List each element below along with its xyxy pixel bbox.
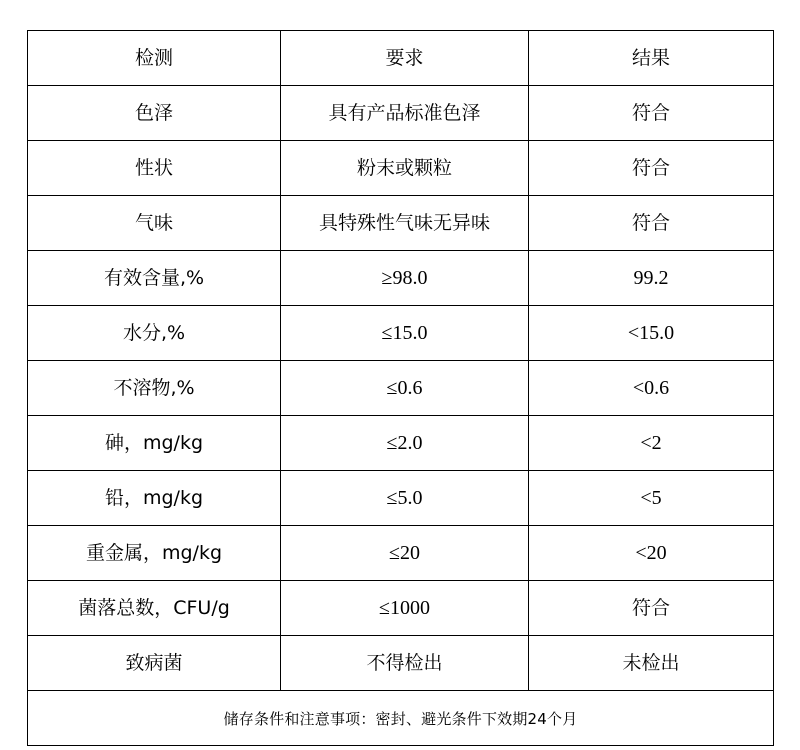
item-unit: ，CFU/g [154, 597, 230, 619]
cell-result [529, 361, 774, 416]
result-value: <20 [635, 542, 667, 564]
item-name: 有效含量 [103, 267, 180, 289]
item-unit: ,% [179, 267, 205, 289]
result-value: <5 [640, 487, 662, 509]
table-row [28, 416, 774, 471]
result-value: 未检出 [622, 652, 680, 674]
item-unit: ，mg/kg [123, 432, 204, 454]
cell-result [529, 636, 774, 691]
cell-item [28, 526, 281, 581]
column-header-result [529, 31, 774, 86]
cell-requirement [281, 361, 529, 416]
result-value: 符合 [631, 102, 670, 124]
cell-item [28, 251, 281, 306]
item-name: 性状 [134, 157, 173, 179]
item-name: 不溶物 [113, 377, 171, 399]
cell-result [529, 416, 774, 471]
result-value: 99.2 [633, 267, 669, 289]
column-header-item [28, 31, 281, 86]
cell-item [28, 581, 281, 636]
requirement-value: ≤1000 [379, 597, 430, 619]
table-row [28, 196, 774, 251]
table-row [28, 361, 774, 416]
table-row [28, 581, 774, 636]
cell-result [529, 251, 774, 306]
table-row [28, 636, 774, 691]
result-value: <15.0 [627, 322, 675, 344]
item-unit: ,% [170, 377, 195, 399]
requirement-value: ≥98.0 [381, 267, 428, 289]
result-value: 符合 [631, 597, 670, 619]
cell-result [529, 306, 774, 361]
cell-result [529, 196, 774, 251]
cell-requirement [281, 141, 529, 196]
table-header-row [28, 31, 774, 86]
column-header-item-label: 检测 [134, 47, 173, 69]
cell-requirement [281, 581, 529, 636]
cell-result [529, 86, 774, 141]
requirement-value: 不得检出 [366, 652, 443, 674]
requirement-value: 粉末或颗粒 [356, 157, 452, 179]
item-name: 水分 [122, 322, 161, 344]
item-unit: ,% [160, 322, 186, 344]
cell-item [28, 361, 281, 416]
item-name: 色泽 [134, 102, 173, 124]
result-value: <0.6 [632, 377, 670, 399]
item-name: 致病菌 [125, 652, 183, 674]
cell-footnote [28, 691, 774, 746]
cell-item [28, 141, 281, 196]
column-header-requirement-label: 要求 [385, 47, 424, 69]
cell-result [529, 526, 774, 581]
table-row [28, 471, 774, 526]
cell-item [28, 636, 281, 691]
cell-item [28, 306, 281, 361]
spec-table-container [27, 30, 773, 746]
requirement-value: 具有产品标准色泽 [328, 102, 481, 124]
cell-result [529, 471, 774, 526]
cell-result [529, 581, 774, 636]
requirement-value: ≤15.0 [381, 322, 428, 344]
cell-requirement [281, 416, 529, 471]
cell-requirement [281, 196, 529, 251]
requirement-value: ≤2.0 [386, 432, 423, 454]
table-footnote-row [28, 691, 774, 746]
item-name: 气味 [134, 212, 173, 234]
table-row [28, 251, 774, 306]
item-name: 菌落总数 [78, 597, 155, 619]
result-value: 符合 [631, 157, 670, 179]
table-row [28, 141, 774, 196]
item-unit: ，mg/kg [142, 542, 223, 564]
table-row [28, 526, 774, 581]
requirement-value: ≤20 [389, 542, 420, 564]
cell-requirement [281, 86, 529, 141]
cell-item [28, 86, 281, 141]
specification-table [27, 30, 774, 746]
cell-requirement [281, 306, 529, 361]
cell-item [28, 416, 281, 471]
table-row [28, 86, 774, 141]
column-header-result-label: 结果 [631, 47, 670, 69]
requirement-value: 具特殊性气味无异味 [318, 212, 490, 234]
cell-item [28, 196, 281, 251]
cell-requirement [281, 251, 529, 306]
item-unit: ，mg/kg [123, 487, 204, 509]
cell-result [529, 141, 774, 196]
item-name: 铅 [104, 487, 124, 509]
item-name: 砷 [104, 432, 124, 454]
table-row [28, 306, 774, 361]
column-header-requirement [281, 31, 529, 86]
requirement-value: ≤5.0 [386, 487, 423, 509]
result-value: <2 [640, 432, 662, 454]
footnote-text: 储存条件和注意事项：密封、避光条件下效期24个月 [223, 710, 578, 728]
cell-item [28, 471, 281, 526]
cell-requirement [281, 471, 529, 526]
result-value: 符合 [631, 212, 670, 234]
item-name: 重金属 [85, 542, 143, 564]
cell-requirement [281, 526, 529, 581]
cell-requirement [281, 636, 529, 691]
requirement-value: ≤0.6 [386, 377, 423, 399]
